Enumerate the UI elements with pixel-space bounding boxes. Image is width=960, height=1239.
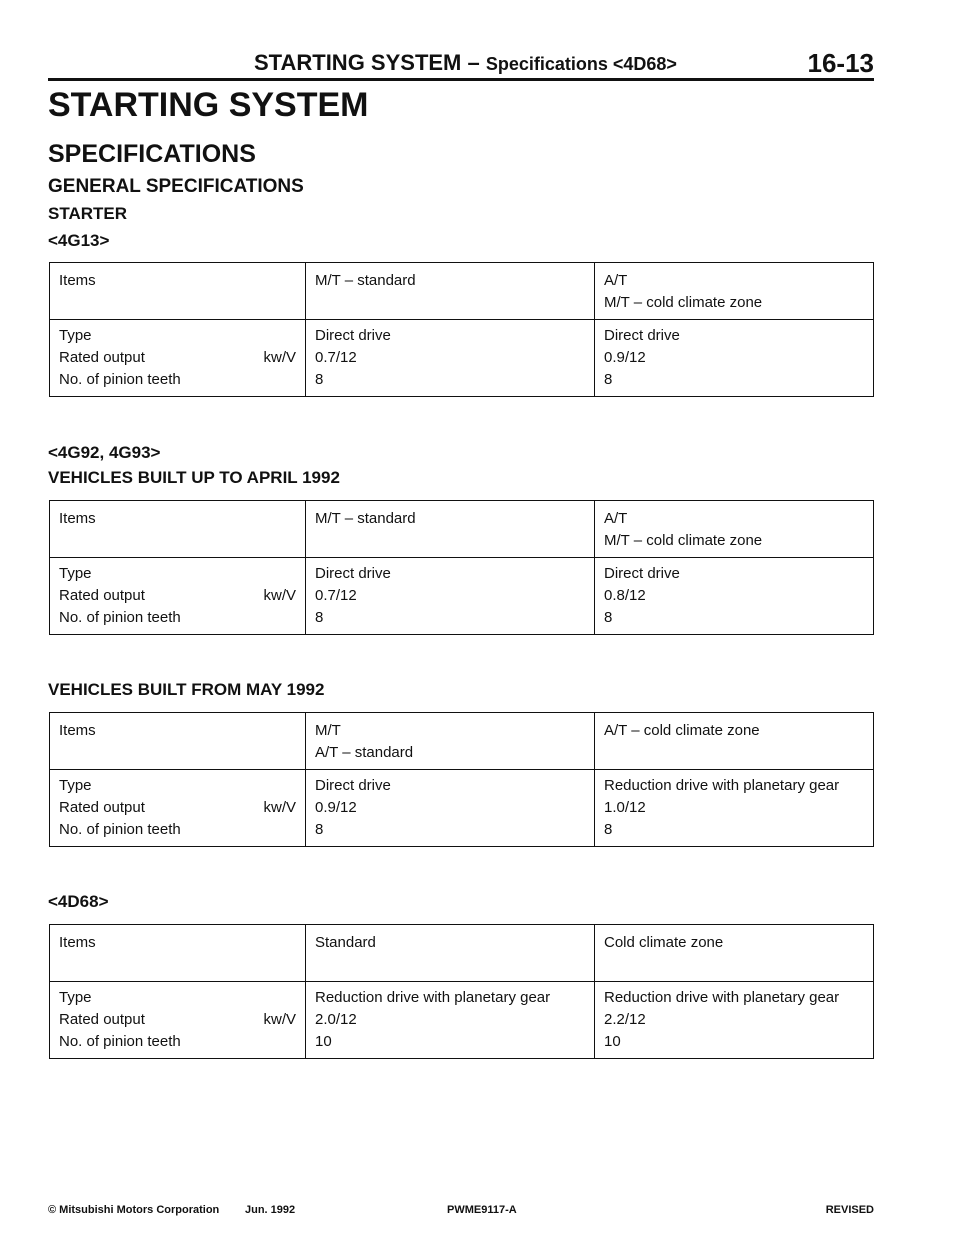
- values-cell-2: Reduction drive with planetary gear 1.0/12 8: [595, 770, 874, 847]
- footer-status: REVISED: [825, 1204, 874, 1216]
- footer-date: Jun. 1992: [245, 1204, 296, 1216]
- main-heading: STARTING SYSTEM: [48, 86, 369, 124]
- section-label: <4D68>: [48, 892, 109, 911]
- col-header-2: Cold climate zone: [595, 925, 874, 982]
- footer-code: PWME9117-A: [447, 1204, 517, 1216]
- col-header-items: Items: [50, 713, 306, 770]
- spec-table-4g92-4g93-early: [49, 500, 874, 635]
- items-cell: [50, 320, 306, 397]
- col-header-2: A/T M/T – cold climate zone: [595, 263, 874, 320]
- col-header-items: Items: [50, 501, 306, 558]
- item-row: No. of pinion teeth: [59, 821, 181, 838]
- item-row: Rated output kw/V: [59, 1011, 296, 1028]
- item-row: Type: [59, 989, 92, 1006]
- item-row: No. of pinion teeth: [59, 371, 181, 388]
- values-cell-1: Direct drive 0.9/12 8: [306, 770, 595, 847]
- col-header-2: A/T M/T – cold climate zone: [595, 501, 874, 558]
- col-header-items: Items: [50, 925, 306, 982]
- values-cell-1: Direct drive 0.7/12 8: [306, 558, 595, 635]
- values-cell-1: Direct drive 0.7/12 8: [306, 320, 595, 397]
- item-row: Rated output kw/V: [59, 587, 296, 604]
- items-cell: [50, 982, 306, 1059]
- section-label: VEHICLES BUILT FROM MAY 1992: [48, 680, 325, 699]
- col-header-2: A/T – cold climate zone: [595, 713, 874, 770]
- spec-table-4d68: [49, 924, 874, 1059]
- general-specs-heading: GENERAL SPECIFICATIONS: [48, 176, 304, 197]
- item-row: No. of pinion teeth: [59, 1033, 181, 1050]
- col-header-1: M/T – standard: [306, 263, 595, 320]
- item-row: Rated output kw/V: [59, 349, 296, 366]
- item-row: Type: [59, 777, 92, 794]
- section-label: <4G92, 4G93>: [48, 443, 161, 462]
- spec-table-4g92-4g93-late: [49, 712, 874, 847]
- section-sublabel: VEHICLES BUILT UP TO APRIL 1992: [48, 468, 340, 487]
- page-header: [48, 48, 874, 81]
- specifications-heading: SPECIFICATIONS: [48, 140, 256, 168]
- items-cell: [50, 770, 306, 847]
- footer-copyright: © Mitsubishi Motors Corporation: [48, 1204, 220, 1216]
- col-header-1: M/T A/T – standard: [306, 713, 595, 770]
- col-header-1: M/T – standard: [306, 501, 595, 558]
- col-header-1: Standard: [306, 925, 595, 982]
- values-cell-2: Direct drive 0.8/12 8: [595, 558, 874, 635]
- starter-label: STARTER: [48, 204, 128, 223]
- item-row: Type: [59, 327, 92, 344]
- spec-table-4g13: [49, 262, 874, 397]
- col-header-items: Items: [50, 263, 306, 320]
- item-row: Type: [59, 565, 92, 582]
- values-cell-1: Reduction drive with planetary gear 2.0/12 10: [306, 982, 595, 1059]
- page-number: 16-13: [807, 48, 874, 78]
- header-subtitle: Specifications <4D68>: [485, 54, 677, 74]
- section-label: <4G13>: [48, 231, 110, 250]
- item-row: No. of pinion teeth: [59, 609, 181, 626]
- item-row: Rated output kw/V: [59, 799, 296, 816]
- header-title: STARTING SYSTEM – Specifications <4D68>: [254, 50, 677, 75]
- values-cell-2: Direct drive 0.9/12 8: [595, 320, 874, 397]
- values-cell-2: Reduction drive with planetary gear 2.2/12 10: [595, 982, 874, 1059]
- items-cell: [50, 558, 306, 635]
